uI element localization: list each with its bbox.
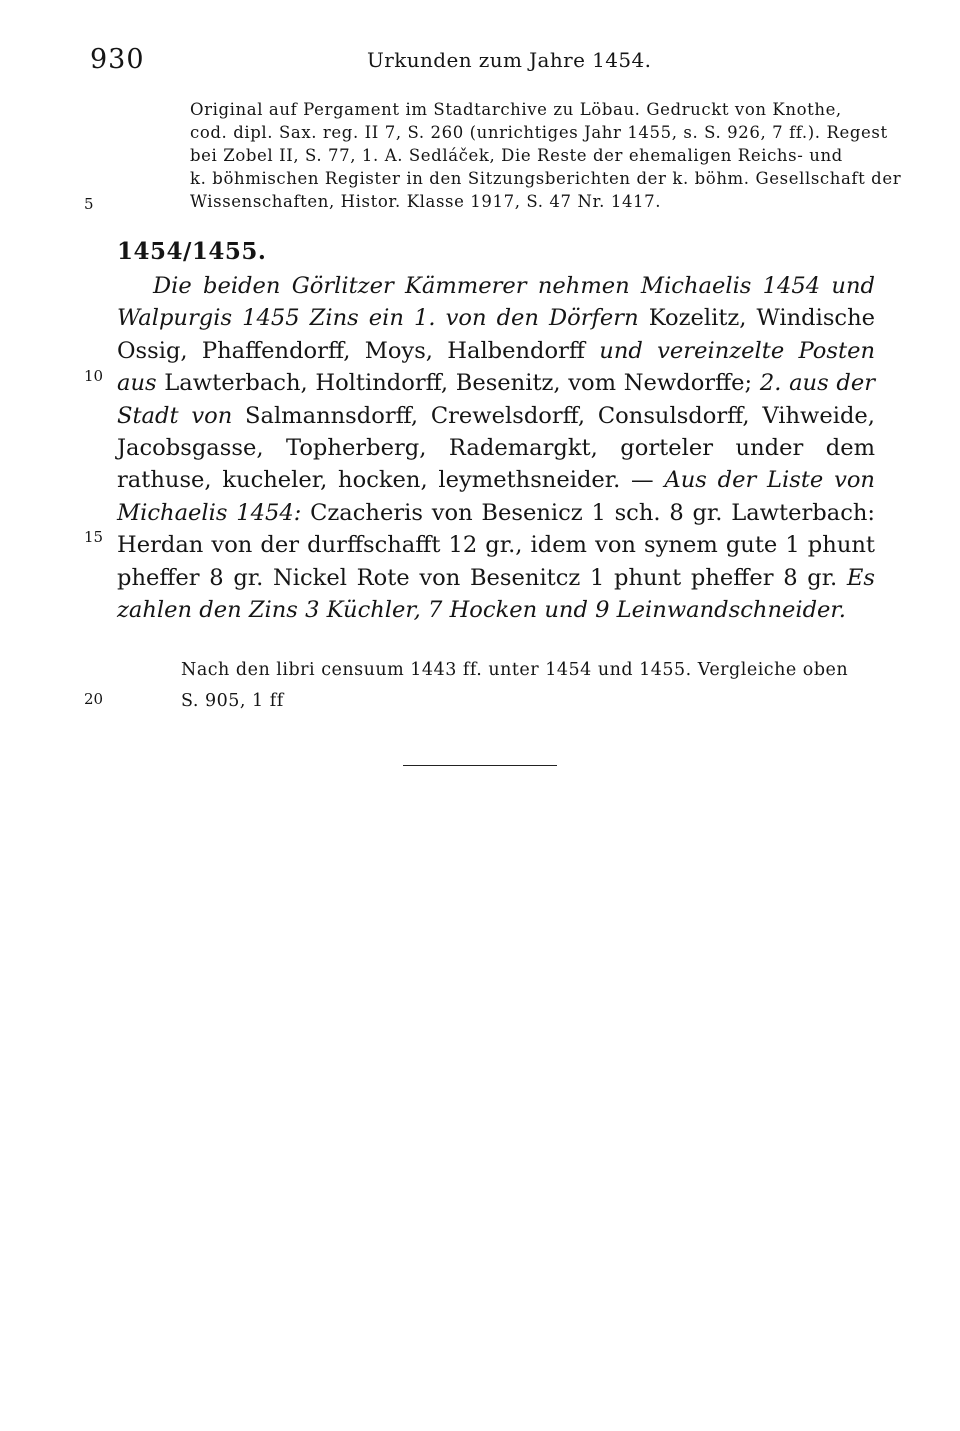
- entry-text-segment: Kozelitz, Windische Ossig, Phaffendorff, Moys, Halbendorff: [117, 305, 876, 364]
- line-number: 5: [84, 195, 94, 213]
- line-number: 15: [84, 528, 104, 546]
- closing-note: [181, 655, 848, 717]
- entry-text-segment: Salmannsdorff, Crewelsdorff, Consulsdorff, Vihweide, Jacobsgasse, Topherberg, Rademargkt, gorteler under dem rathuse, kucheler, hocken, leymethsneider. —: [117, 402, 875, 494]
- source-note-line: cod. dipl. Sax. reg. II 7, S. 260 (unrichtiges Jahr 1455, s. S. 926, 7 ff.). Regest: [190, 123, 888, 142]
- section-rule: [403, 765, 557, 766]
- entry-italic-segment: Aus der Liste von Michaelis 1454:: [117, 467, 875, 526]
- page-number: 930: [90, 44, 145, 75]
- entry-text-segment: Lawterbach, Holtindorff, Besenitz, vom Newdorffe;: [156, 370, 760, 397]
- source-note-line: bei Zobel II, S. 77, 1. A. Sedláček, Die Reste der ehemaligen Reichs- und: [190, 146, 843, 165]
- running-title: Urkunden zum Jahre 1454.: [367, 48, 652, 72]
- closing-note-line: S. 905, 1 ff: [181, 691, 284, 711]
- entry-text-segment: Czacheris von Besenicz 1 sch. 8 gr. Lawterbach: Herdan von der durffschafft 12 gr., idem von synem gute 1 phunt pheffer 8 gr. Nickel Rote von Besenitcz 1 phunt pheffer 8 gr.: [117, 499, 876, 591]
- line-number: 20: [84, 690, 104, 708]
- entry-italic-segment: 2. aus der Stadt von: [117, 370, 875, 429]
- entry-year-heading: 1454/1455.: [117, 238, 267, 265]
- entry-italic-segment: Die beiden Görlitzer Kämmerer nehmen Michaelis 1454 und Walpurgis 1455 Zins ein 1. von den Dörfern: [117, 273, 875, 332]
- entry-italic-segment: und vereinzelte Posten aus: [117, 337, 875, 397]
- source-note-line: k. böhmischen Register in den Sitzungsberichten der k. böhm. Gesellschaft der: [190, 169, 902, 188]
- source-note-line: Original auf Pergament im Stadtarchive zu Löbau. Gedruckt von Knothe,: [190, 100, 842, 119]
- source-note-line: Wissenschaften, Histor. Klasse 1917, S. 47 Nr. 1417.: [190, 192, 662, 211]
- entry-body: [117, 270, 875, 626]
- line-number: 10: [84, 367, 104, 385]
- entry-italic-segment: Es zahlen den Zins 3 Küchler, 7 Hocken und 9 Leinwandschneider.: [117, 564, 875, 624]
- closing-note-line: Nach den libri censuum 1443 ff. unter 1454 und 1455. Vergleiche oben: [181, 660, 849, 680]
